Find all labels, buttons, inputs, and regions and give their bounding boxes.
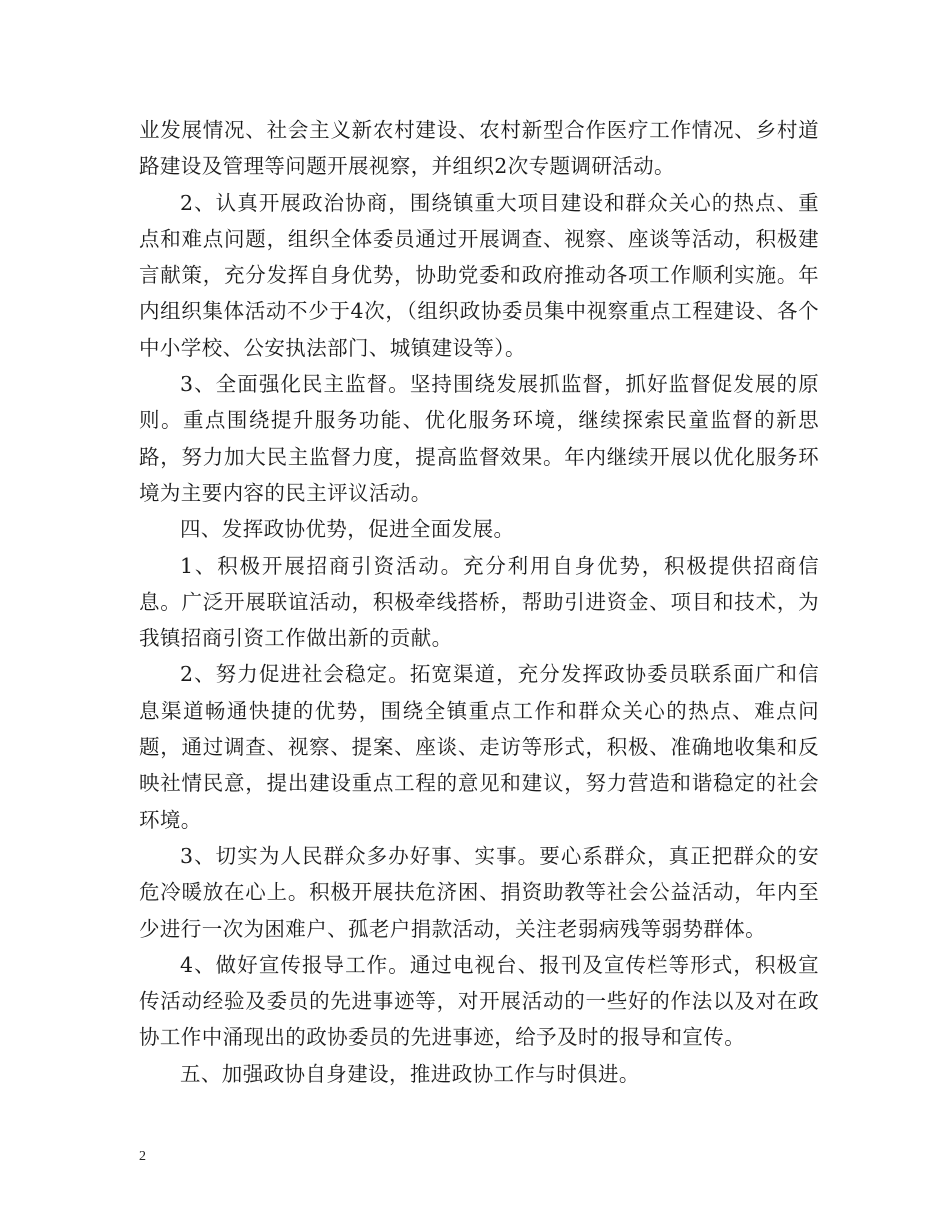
paragraph: 4、做好宣传报导工作。通过电视台、报刊及宣传栏等形式，积极宣传活动经验及委员的先进事迹等，对开展活动的一些好的作法以及对在政协工作中涌现出的政协委员的先进事迹，给予及时的报导和宣传。: [139, 952, 819, 1050]
paragraph: 业发展情况、社会主义新农村建设、农村新型合作医疗工作情况、乡村道路建设及管理等问题开展视察，并组织2次专题调研活动。: [139, 118, 819, 179]
paragraph: 3、全面强化民主监督。坚持围绕发展抓监督，抓好监督促发展的原则。重点围绕提升服务功能、优化服务环境，继续探索民童监督的新思路，努力加大民主监督力度，提高监督效果。年内继续开展以优化服务环境为主要内容的民主评议活动。: [139, 372, 819, 505]
document-page: [139, 112, 819, 1092]
paragraph: 3、切实为人民群众多办好事、实事。要心系群众，真正把群众的安危冷暖放在心上。积极开展扶危济困、捐资助教等社会公益活动，年内至少进行一次为困难户、孤老户捐款活动，关注老弱病残等弱势群体。: [139, 843, 819, 941]
page-number: 2: [139, 1149, 146, 1164]
paragraph: 1、积极开展招商引资活动。充分利用自身优势，积极提供招商信息。广泛开展联谊活动，积极牵线搭桥，帮助引进资金、项目和技术，为我镇招商引资工作做出新的贡献。: [139, 553, 819, 651]
paragraph: 2、认真开展政治协商，围绕镇重大项目建设和群众关心的热点、重点和难点问题，组织全体委员通过开展调查、视察、座谈等活动，积极建言献策，充分发挥自身优势，协助党委和政府推动各项工作顺利实施。年内组织集体活动不少于4次，（组织政协委员集中视察重点工程建设、各个中小学校、公安执法部门、城镇建设等）。: [139, 190, 819, 360]
paragraph: 2、努力促进社会稳定。拓宽渠道，充分发挥政协委员联系面广和信息渠道畅通快捷的优势，围绕全镇重点工作和群众关心的热点、难点问题，通过调查、视察、提案、座谈、走访等形式，积极、准确地收集和反映社情民意，提出建设重点工程的意见和建议，努力营造和谐稳定的社会环境。: [139, 662, 819, 832]
section-heading: 五、加强政协自身建设，推进政协工作与时俱进。: [180, 1061, 640, 1086]
section-heading: 四、发挥政协优势，促进全面发展。: [180, 517, 515, 542]
